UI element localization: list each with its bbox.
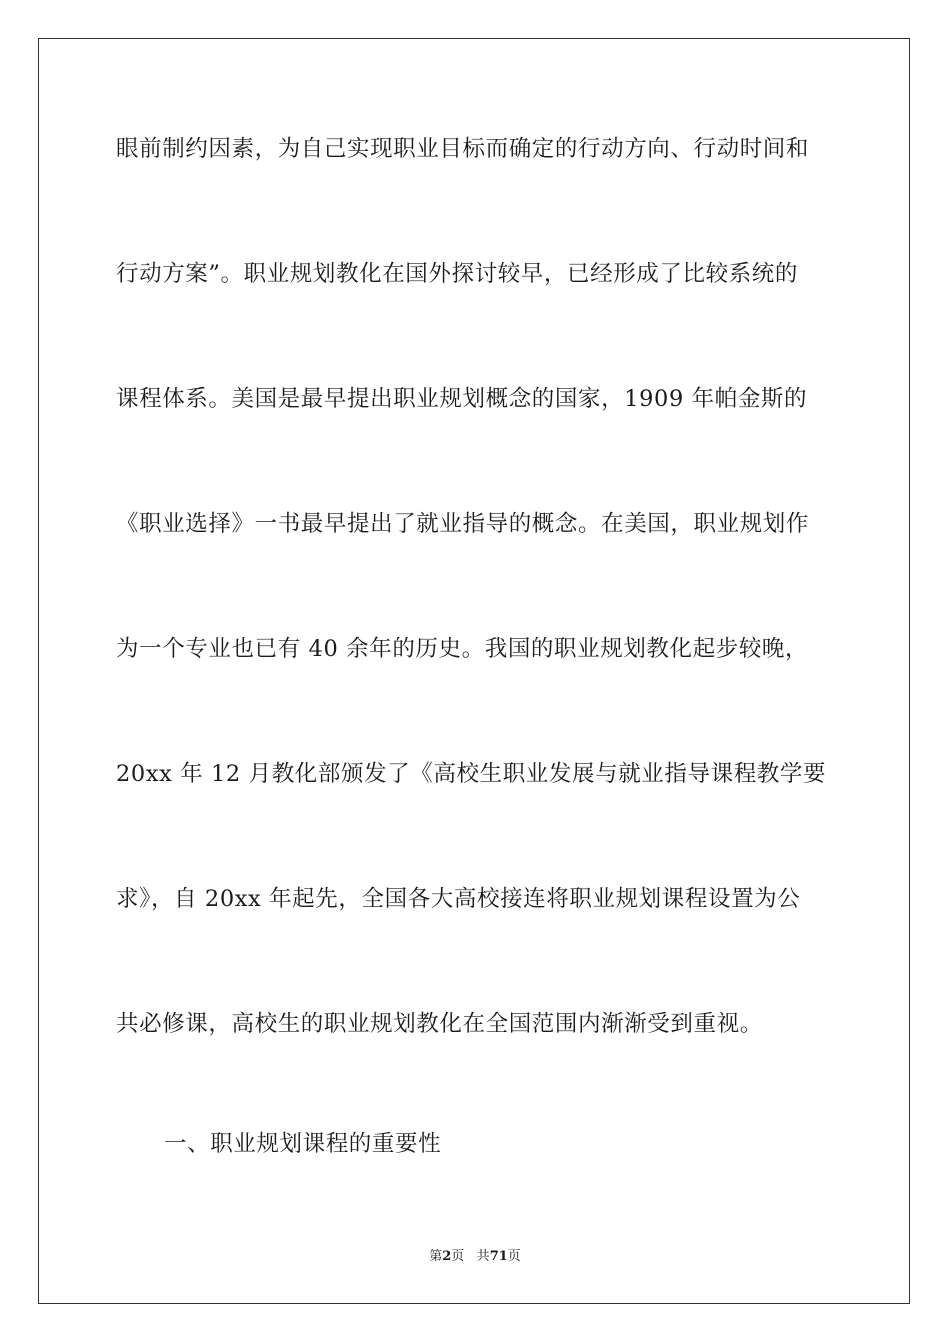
footer-page-number: 2	[442, 1249, 452, 1264]
page-footer	[0, 1248, 950, 1266]
paragraph-line-2: 行动方案”。职业规划教化在国外探讨较早，已经形成了比较系统的	[116, 261, 799, 287]
footer-total-suffix: 页	[507, 1249, 521, 1264]
paragraph-line-7: 求》，自 20xx 年起先，全国各大高校接连将职业规划课程设置为公	[116, 886, 801, 912]
paragraph-line-4: 《职业选择》一书最早提出了就业指导的概念。在美国，职业规划作	[116, 511, 810, 537]
footer-total-prefix: 共	[476, 1249, 490, 1264]
section-heading: 一、职业规划课程的重要性	[164, 1131, 442, 1157]
footer-total-pages: 71	[489, 1249, 508, 1264]
page-border	[38, 38, 910, 1304]
footer-page-prefix: 第	[429, 1249, 443, 1264]
paragraph-line-5: 为一个专业也已有 40 余年的历史。我国的职业规划教化起步较晚，	[116, 636, 809, 662]
paragraph-line-3: 课程体系。美国是最早提出职业规划概念的国家，1909 年帕金斯的	[116, 386, 808, 412]
paragraph-line-6: 20xx 年 12 月教化部颁发了《高校生职业发展与就业指导课程教学要	[116, 761, 827, 787]
footer-page-suffix: 页	[451, 1249, 465, 1264]
paragraph-line-8: 共必修课，高校生的职业规划教化在全国范围内渐渐受到重视。	[116, 1011, 763, 1037]
paragraph-line-1: 眼前制约因素，为自己实现职业目标而确定的行动方向、行动时间和	[116, 136, 810, 162]
